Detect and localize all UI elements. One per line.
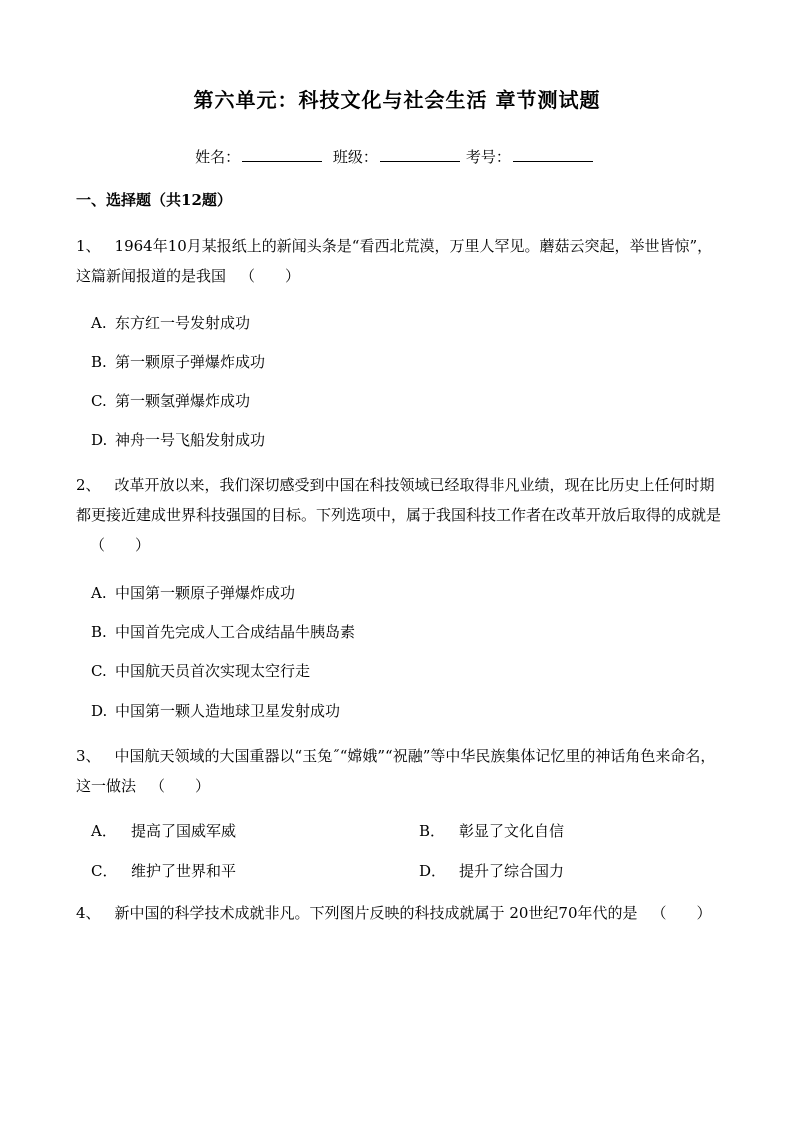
question-number: 1、	[76, 237, 101, 255]
option-letter: C．	[91, 862, 118, 880]
option-text: 彰显了文化自信	[459, 822, 565, 840]
page-title: 第六单元：科技文化与社会生活 章节测试题	[193, 88, 601, 112]
question-text: 1964年10月某报纸上的新闻头条是“看西北荒漠，万里人罕见。蘑菇云突起，举世皆惊”，这篇新闻报道的是我国	[76, 237, 713, 285]
answer-blank: （ ）	[240, 267, 301, 285]
question-2	[76, 470, 726, 560]
option-letter: B.	[91, 353, 107, 371]
option-text: 神舟一号飞船发射成功	[115, 431, 266, 449]
option-letter: D.	[91, 431, 108, 449]
exam-number-label: 考号：	[465, 148, 511, 166]
class-blank	[380, 147, 460, 162]
name-blank	[242, 147, 322, 162]
class-label: 班级：	[332, 148, 378, 166]
section-heading: 一、选择题（共12题）	[76, 191, 232, 209]
option-text: 第一颗原子弹爆炸成功	[115, 353, 266, 371]
question-3-option-a	[91, 820, 236, 841]
option-text: 中国航天员首次实现太空行走	[115, 662, 311, 680]
option-letter: D.	[91, 702, 108, 720]
option-text: 中国首先完成人工合成结晶牛胰岛素	[115, 623, 356, 641]
exam-number-blank	[513, 147, 593, 162]
question-text: 新中国的科学技术成就非凡。下列图片反映的科技成就属于 20世纪70年代的是	[114, 904, 638, 922]
option-text: 维护了世界和平	[131, 862, 237, 880]
question-2-option-b	[91, 621, 355, 642]
option-letter: A.	[91, 584, 107, 602]
question-3-option-c	[91, 860, 236, 881]
option-letter: B.	[91, 623, 107, 641]
question-text: 中国航天领域的大国重器以“玉兔˝“嫦娥”“祝融”等中华民族集体记忆里的神话角色来命名，这一做法	[76, 747, 716, 795]
option-letter: A.	[91, 314, 107, 332]
question-1-option-d	[91, 429, 265, 450]
question-2-option-d	[91, 700, 340, 721]
question-text: 改革开放以来，我们深切感受到中国在科技领域已经取得非凡业绩，现在比历史上任何时期都更接近建成世界科技强国的目标。下列选项中，属于我国科技工作者在改革开放后取得的成就是	[76, 476, 722, 524]
question-2-option-c	[91, 660, 310, 681]
answer-blank: （ ）	[150, 777, 211, 795]
question-1-option-b	[91, 351, 265, 372]
option-letter: B．	[419, 822, 446, 840]
option-text: 中国第一颗原子弹爆炸成功	[115, 584, 296, 602]
question-3-option-b	[419, 820, 564, 841]
option-text: 第一颗氢弹爆炸成功	[115, 392, 251, 410]
option-letter: C.	[91, 392, 107, 410]
question-1-option-a	[91, 312, 250, 333]
option-text: 中国第一颗人造地球卫星发射成功	[115, 702, 341, 720]
question-2-option-a	[91, 582, 295, 603]
option-letter: D．	[419, 862, 447, 880]
question-number: 2、	[76, 476, 101, 494]
question-number: 3、	[76, 747, 101, 765]
option-text: 提升了综合国力	[459, 862, 565, 880]
answer-blank: （ ）	[90, 536, 151, 554]
question-4	[76, 898, 736, 928]
answer-blank: （ ）	[651, 904, 712, 922]
option-letter: C.	[91, 662, 107, 680]
student-info-line	[0, 146, 794, 167]
question-1	[76, 231, 726, 291]
option-text: 东方红一号发射成功	[115, 314, 251, 332]
option-letter: A．	[91, 822, 117, 840]
question-1-option-c	[91, 390, 250, 411]
question-3-option-d	[419, 860, 564, 881]
question-3	[76, 741, 726, 801]
option-text: 提高了国威军威	[131, 822, 237, 840]
name-label: 姓名：	[195, 148, 241, 166]
question-number: 4、	[76, 904, 101, 922]
